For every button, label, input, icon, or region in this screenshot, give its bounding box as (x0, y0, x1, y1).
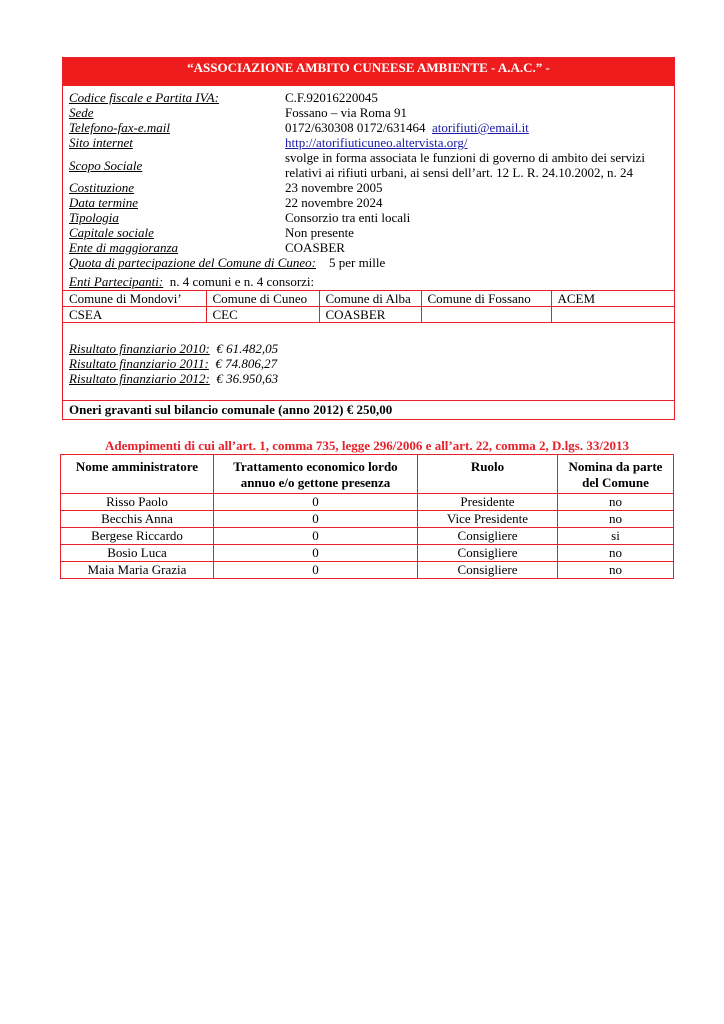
cell-nomina: no (558, 545, 674, 562)
enti-row (63, 270, 674, 291)
comuni-cell (551, 307, 674, 323)
comuni-cell: Comune di Alba (319, 291, 421, 307)
info-row-telefono (69, 120, 668, 135)
risultato-row (69, 371, 668, 386)
risultato-value: € 74.806,27 (215, 356, 278, 371)
info-value (285, 120, 668, 135)
info-value (285, 135, 668, 150)
amministratori-table (60, 454, 674, 579)
info-key: Scopo Sociale (69, 158, 143, 173)
info-value: Non presente (285, 225, 354, 240)
info-key: Sito internet (69, 135, 133, 150)
risultati-section (63, 323, 674, 400)
info-row-costituzione (69, 180, 668, 195)
company-title: “ASSOCIAZIONE AMBITO CUNEESE AMBIENTE - A.A.C.” - (63, 58, 674, 86)
comuni-cell: ACEM (551, 291, 674, 307)
quota-row (69, 255, 668, 270)
comuni-cell: Comune di Cuneo (206, 291, 319, 307)
comuni-cell: Comune di Mondovi’ (63, 291, 206, 307)
table-header-row (61, 455, 674, 494)
enti-key: Enti Partecipanti: (69, 274, 164, 289)
oneri-row: Oneri gravanti sul bilancio comunale (anno 2012) € 250,00 (63, 400, 674, 419)
cell-trattamento: 0 (214, 494, 418, 511)
info-value: svolge in forma associata le funzioni di governo di ambito dei servizi relativi ai rifiuti urbani, ai sensi dell’art. 12 L. R. 24.10.2002, n. 24 (285, 150, 645, 180)
comuni-cell: Comune di Fossano (421, 291, 551, 307)
table-row (63, 291, 674, 307)
table-row (61, 511, 674, 528)
info-value: Consorzio tra enti locali (285, 210, 411, 225)
quota-value: 5 per mille (328, 255, 386, 270)
enti-value: n. 4 comuni e n. 4 consorzi: (169, 274, 315, 289)
comuni-cell: CSEA (63, 307, 206, 323)
info-section (63, 86, 674, 270)
header-nome: Nome amministratore (61, 455, 214, 494)
info-key: Data termine (69, 195, 138, 210)
quota-key: Quota di partecipazione del Comune di Cuneo: (69, 255, 316, 270)
cell-nomina: no (558, 511, 674, 528)
table-row (63, 307, 674, 323)
info-value: COASBER (285, 240, 345, 255)
cell-ruolo: Consigliere (418, 528, 558, 545)
website-link[interactable]: http://atorifiuticuneo.altervista.org/ (285, 135, 468, 150)
info-key: Tipologia (69, 210, 119, 225)
header-nomina: Nomina da parte del Comune (558, 455, 674, 494)
cell-nome: Risso Paolo (61, 494, 214, 511)
info-value: Fossano – via Roma 91 (285, 105, 408, 120)
risultato-value: € 36.950,63 (216, 371, 279, 386)
cell-nome: Bergese Riccardo (61, 528, 214, 545)
comuni-cell: CEC (206, 307, 319, 323)
info-row-capitale (69, 225, 668, 240)
email-link[interactable]: atorifiuti@email.it (431, 120, 529, 135)
cell-nome: Becchis Anna (61, 511, 214, 528)
table-row (61, 528, 674, 545)
comuni-table (63, 291, 674, 323)
company-info-box (62, 57, 675, 420)
info-row-scopo (69, 150, 668, 180)
info-row-codice (69, 90, 668, 105)
info-value: C.F.92016220045 (285, 90, 378, 105)
cell-trattamento: 0 (214, 511, 418, 528)
comuni-cell (421, 307, 551, 323)
cell-ruolo: Vice Presidente (418, 511, 558, 528)
phone-fax: 0172/630308 0172/631464 (285, 120, 426, 135)
cell-nome: Maia Maria Grazia (61, 562, 214, 579)
comuni-cell: COASBER (319, 307, 421, 323)
info-value: 23 novembre 2005 (285, 180, 383, 195)
cell-ruolo: Consigliere (418, 545, 558, 562)
info-key: Capitale sociale (69, 225, 154, 240)
info-row-sede (69, 105, 668, 120)
info-row-maggioranza (69, 240, 668, 255)
info-row-sito (69, 135, 668, 150)
info-value: 22 novembre 2024 (285, 195, 383, 210)
cell-trattamento: 0 (214, 562, 418, 579)
cell-nome: Bosio Luca (61, 545, 214, 562)
info-row-tipologia (69, 210, 668, 225)
header-trattamento: Trattamento economico lordo annuo e/o gettone presenza (214, 455, 418, 494)
header-ruolo: Ruolo (418, 455, 558, 494)
risultato-label: Risultato finanziario 2012: (69, 371, 210, 386)
risultato-label: Risultato finanziario 2010: (69, 341, 210, 356)
risultato-value: € 61.482,05 (216, 341, 279, 356)
cell-nomina: no (558, 562, 674, 579)
risultato-label: Risultato finanziario 2011: (69, 356, 209, 371)
cell-ruolo: Presidente (418, 494, 558, 511)
info-key: Codice fiscale e Partita IVA: (69, 90, 219, 105)
info-key: Telefono-fax-e.mail (69, 120, 170, 135)
cell-trattamento: 0 (214, 545, 418, 562)
risultato-row (69, 341, 668, 356)
info-row-termine (69, 195, 668, 210)
cell-nomina: no (558, 494, 674, 511)
adempimenti-heading: Adempimenti di cui all’art. 1, comma 735, legge 296/2006 e all’art. 22, comma 2, D.lgs. 33/2013 (105, 438, 629, 453)
table-row (61, 562, 674, 579)
table-row (61, 545, 674, 562)
cell-ruolo: Consigliere (418, 562, 558, 579)
info-key: Ente di maggioranza (69, 240, 179, 255)
info-key: Sede (69, 105, 94, 120)
risultato-row (69, 356, 668, 371)
cell-trattamento: 0 (214, 528, 418, 545)
info-key: Costituzione (69, 180, 135, 195)
cell-nomina: si (558, 528, 674, 545)
table-row (61, 494, 674, 511)
